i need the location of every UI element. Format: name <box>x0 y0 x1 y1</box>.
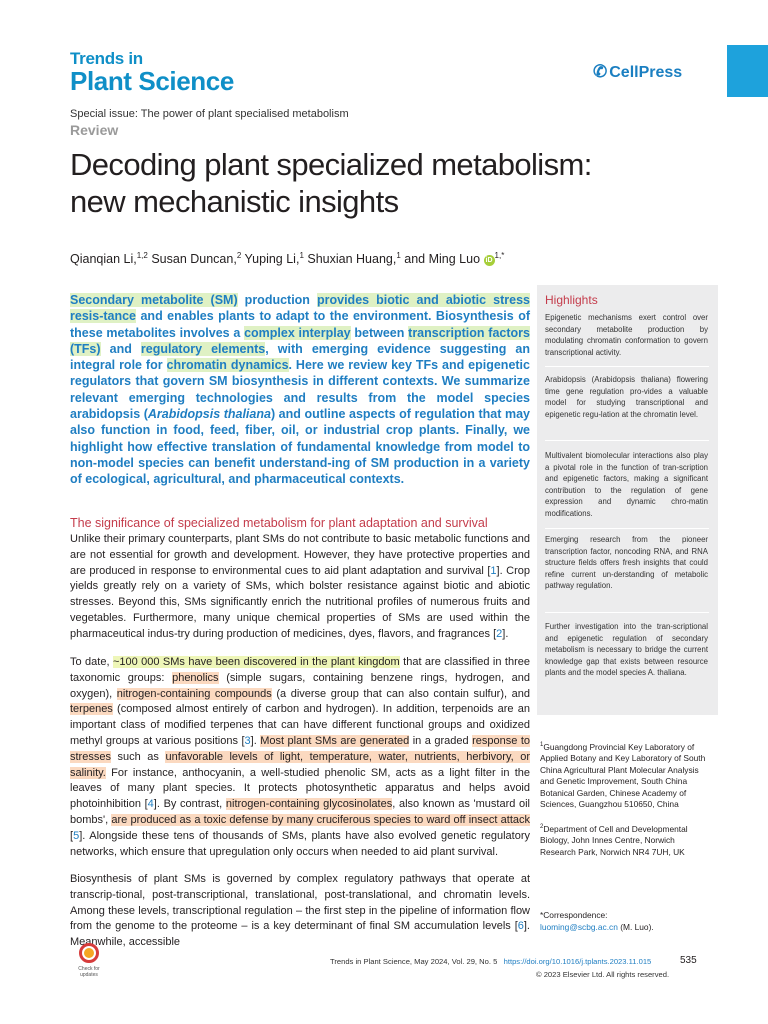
author-affiliation-mark: 1 <box>396 251 401 260</box>
highlighted-phrase: nitrogen-containing glycosinolates <box>225 798 393 811</box>
correspondence-label: *Correspondence: <box>540 910 608 920</box>
highlighted-phrase: complex interplay <box>244 325 351 340</box>
abstract-text: , with emerging evidence suggesting an integral role for <box>70 341 530 373</box>
body-text: (a diverse group that can also contain sulfur), and <box>271 687 530 700</box>
page-number: 535 <box>680 955 697 966</box>
body-text: ]. By contrast, <box>153 798 226 811</box>
footer-citation <box>330 957 651 966</box>
body-text: (simple sugars, containing benzene rings, hydrogen, and oxygen), <box>70 671 530 700</box>
body-text: [ <box>70 829 74 842</box>
article-type-label: Review <box>70 122 119 138</box>
highlight-item: Further investigation into the tran-scriptional and epigenetic regulation of secondary metabolism is necessary to bridge the current knowledge gap that exists between resource plants and the model species A. thaliana. <box>545 622 708 677</box>
highlighted-phrase: regulatory elements <box>140 341 266 356</box>
check-for-updates-badge[interactable] <box>76 943 102 983</box>
body-text: ]. <box>502 627 509 640</box>
highlight-item: Arabidopsis (Arabidopsis thaliana) flowering time gene regulation pro-vides a valuable model for studying transcriptional and epigenetic regu-lation at the chromatin level. <box>545 375 708 419</box>
highlighted-phrase: provides biotic and abiotic stress resis-tance <box>70 293 530 324</box>
orcid-icon[interactable]: iD <box>485 257 493 265</box>
correspondence-line <box>540 922 710 934</box>
publisher-name: CellPress <box>609 64 683 81</box>
highlight-divider <box>545 440 709 441</box>
citation-text: Trends in Plant Science, May 2024, Vol. 29, No. 5 <box>330 957 498 966</box>
corner-color-tab <box>727 45 768 97</box>
body-text: that are classified in three taxonomic groups: <box>70 656 530 684</box>
abstract-text: and enables plants to adapt to the environment. Biosynthesis of these metabolites involves a <box>70 309 530 340</box>
journal-name-line2: Plant Science <box>70 66 234 96</box>
check-updates-label: Check for updates <box>78 966 100 978</box>
author-list <box>70 251 504 266</box>
affiliation-text: Department of Cell and Developmental Biology, John Innes Centre, Norwich Research Park, Norwich NR4 7UH, UK <box>540 823 688 857</box>
body-text: (composed almost entirely of carbon and hydrogen). In addition, terpenoids are an important class of modified terpenes that can have different functional groups and oxidized methyl groups at various positions [ <box>70 703 530 747</box>
body-text: ]. Alongside these tens of thousands of SMs, plants have also evolved genetic regulatory networks, which ensure that upregulation only occurs when needed to aid plant survival. <box>70 829 530 858</box>
abstract-text: and <box>100 341 141 356</box>
body-paragraph-2 <box>70 655 530 860</box>
affiliation-1 <box>540 740 710 811</box>
highlighted-phrase: transcription factors (TFs) <box>70 325 530 356</box>
highlighted-phrase: Most plant SMs are generated <box>260 734 410 747</box>
highlighted-phrase: are produced as a toxic defense by many cruciferous species to ward off insect attack <box>111 813 531 826</box>
highlights-title: Highlights <box>545 293 598 307</box>
body-text: in a graded <box>409 734 473 747</box>
abstract-text: between <box>350 325 409 340</box>
highlighted-phrase: Secondary metabolite (SM) <box>70 293 238 307</box>
correspondence-name: (M. Luo). <box>617 921 654 932</box>
affiliation-2 <box>540 822 710 858</box>
reference-link[interactable]: 3 <box>244 734 251 747</box>
body-text: Biosynthesis of plant SMs is governed by complex regulatory pathways that operate at transcrip-tional, post-transcriptional, translational, post-translational, and chromatin levels. Among these levels, transcriptional regulation – the first step in the pipeline of information flow from the genome to the proteome – is a key determinant of final SM accumulation levels [ <box>70 873 530 933</box>
correspondence <box>540 910 710 933</box>
body-text: To date, <box>70 656 113 668</box>
special-issue-label: Special issue: The power of plant specialised metabolism <box>70 108 349 120</box>
author-affiliation-mark: 2 <box>236 251 242 260</box>
author-name[interactable]: Susan Duncan, <box>151 252 237 267</box>
highlighted-phrase: nitrogen-containing compounds <box>116 687 272 700</box>
highlight-item: Emerging research from the pioneer transcription factor, noncoding RNA, and RNA structure fields offers fresh insights that could refine current un-derstanding of metabolic pathway regulation. <box>545 535 708 590</box>
affiliation-text: Guangdong Provincial Key Laboratory of Applied Botany and Key Laboratory of South China Agricultural Plant Molecular Analysis and Genetic Improvement, South China Botanical Garden, Chinese Academy of Sciences, Guangzhou 510650, China <box>540 741 706 810</box>
highlight-divider <box>545 366 709 367</box>
highlighted-phrase: response to stresses <box>70 734 531 763</box>
copyright-notice: © 2023 Elsevier Ltd. All rights reserved. <box>536 970 670 979</box>
correspondence-email-link[interactable]: luoming@scbg.ac.cn <box>540 921 618 932</box>
check-updates-icon-center <box>84 948 94 958</box>
author-name[interactable]: and Ming Luo <box>404 252 481 267</box>
article-title-line1: Decoding plant specialized metabolism: <box>70 147 592 182</box>
affiliation-number: 1 <box>540 742 544 748</box>
journal-name-line1: Trends in <box>70 49 143 68</box>
reference-link[interactable]: 6 <box>517 920 524 933</box>
author-affiliation-mark: 1 <box>299 251 304 260</box>
section-heading: The significance of specialized metabolism for plant adaptation and survival <box>70 516 488 530</box>
highlighted-phrase: phenolics <box>172 671 219 684</box>
author-name[interactable]: Shuxian Huang, <box>307 252 397 267</box>
abstract-text: production <box>237 293 317 307</box>
highlighted-phrase: ~100 000 SMs have been discovered in the plant kingdom <box>112 656 400 668</box>
affiliation-number: 2 <box>540 824 544 830</box>
highlighted-phrase: terpenes <box>70 703 113 716</box>
body-text: ]. Meanwhile, accessible <box>70 920 530 949</box>
reference-link[interactable]: 1 <box>490 564 497 577</box>
cellpress-icon: ✆ <box>593 62 608 81</box>
reference-link[interactable]: 2 <box>496 627 503 640</box>
body-paragraph-1 <box>70 532 530 643</box>
highlight-item: Multivalent biomolecular interactions also play a pivotal role in the function of tran-scription and epigenetic factors, making a significant contribution to the regulation of gene expression and dynamic chro-matin modifications. <box>545 451 708 518</box>
body-paragraph-3 <box>70 872 530 951</box>
body-text: For instance, anthocyanin, a well-studied phenolic SM, acts as a light filter in the leaves of many plant species. It protects photosynthetic apparatus and helps avoid photoinhibition [ <box>70 766 530 811</box>
author-name[interactable]: Qianqian Li, <box>70 252 137 267</box>
body-text: , also known as 'mustard oil bombs', <box>70 798 531 826</box>
abstract-species-name: Arabidopsis thaliana <box>147 407 271 422</box>
author-affiliation-mark: 1,* <box>494 251 505 260</box>
abstract-text: ) and outline aspects of regulation that may also function in food, feed, fiber, oil, or industrial crop plants. Finally, we highlight how effective translation of fundamental knowledge from model to non-model species can benefit understand-ing of SM production in a variety of ecological, agricultural, and pharmaceutical contexts. <box>70 407 531 487</box>
body-text: ]. <box>250 734 261 747</box>
reference-link[interactable]: 5 <box>73 829 80 842</box>
article-title-line2: new mechanistic insights <box>70 184 399 219</box>
author-name[interactable]: Yuping Li, <box>244 252 300 267</box>
highlighted-phrase: unfavorable levels of light, temperature, water, nutrients, herbivory, or salinity. <box>70 750 531 779</box>
article-title <box>70 146 630 220</box>
publisher-logo[interactable] <box>593 62 682 82</box>
body-text: Unlike their primary counterparts, plant SMs do not contribute to basic metabolic functions and are not essential for growth and development. However, they have protective properties and are produced in response to environmental cues to aid plant adaptation and survival [ <box>70 533 530 577</box>
highlighted-phrase: chromatin dynamics <box>166 358 289 373</box>
highlight-divider <box>545 612 709 613</box>
abstract-text: . Here we review key TFs and epigenetic regulators that govern SM biosynthesis in different contexts. We summarize relevant emerging technologies and results from the model species arabidopsis ( <box>70 358 530 422</box>
author-affiliation-mark: 1,2 <box>136 251 148 260</box>
body-text: ]. Crop yields greatly rely on a variety of SMs, which bolster resistance against biotic and abiotic stresses. Beyond this, SMs significantly enrich the nutritional profiles of numerous fruits and vegetables. Furthermore, many unique chemical properties of SMs are used within the pharmaceutical indus-try during production of medicines, dyes, flavors, and fragrances [ <box>70 564 530 640</box>
reference-link[interactable]: 4 <box>147 798 154 811</box>
doi-link[interactable]: https://doi.org/10.1016/j.tplants.2023.11.015 <box>503 957 652 966</box>
highlight-divider <box>545 528 709 529</box>
highlight-item: Epigenetic mechanisms exert control over secondary metabolite production by modulating chromatin conformation to govern transcriptional activity. <box>545 313 708 357</box>
abstract <box>70 292 530 488</box>
body-text: such as <box>110 750 166 763</box>
